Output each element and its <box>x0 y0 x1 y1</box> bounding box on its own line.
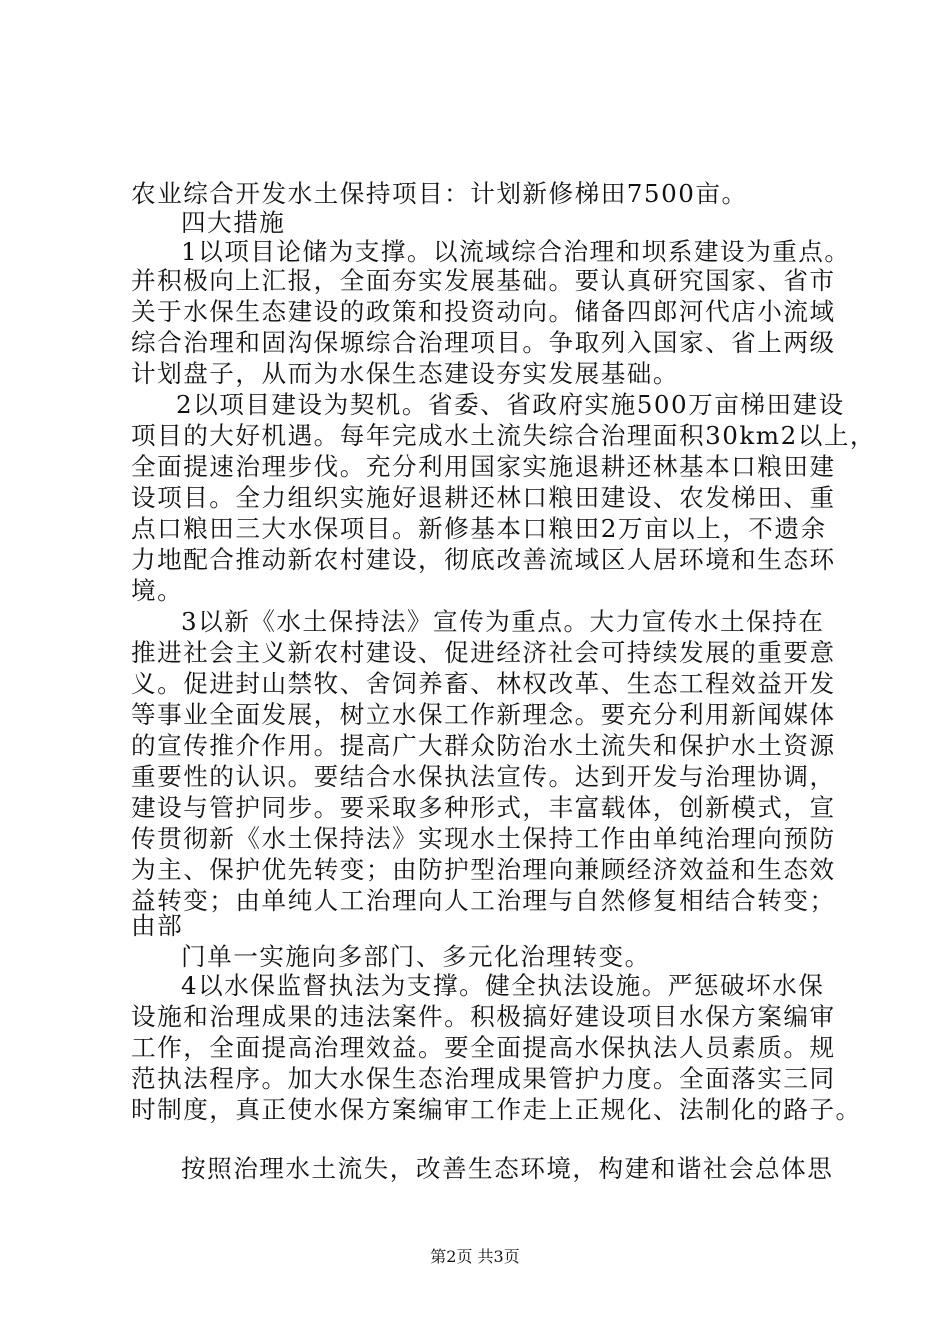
text-line: 为主、保护优先转变；由防护型治理向兼顾经济效益和生态效 <box>131 855 836 884</box>
text-line: 重要性的认识。要结合水保执法宣传。达到开发与治理协调， <box>131 762 836 791</box>
text-line: 时制度，真正使水保方案编审工作走上正规化、法制化的路子。 <box>131 1095 862 1124</box>
text-line: 点口粮田三大水保项目。新修基本口粮田2万亩以上，不遗余 <box>131 514 827 543</box>
text-line: 1以项目论储为支撑。以流域综合治理和坝系建设为重点。 <box>181 237 851 266</box>
text-line: 设施和治理成果的违法案件。积极搞好建设项目水保方案编审 <box>131 1002 836 1031</box>
text-line: 推进社会主义新农村建设、促进经济社会可持续发展的重要意 <box>131 638 836 667</box>
text-line: 工作，全面提高治理效益。要全面提高水保执法人员素质。规 <box>131 1033 836 1062</box>
text-line: 益转变；由单纯人工治理向人工治理与自然修复相结合转变； <box>131 886 836 915</box>
text-line: 等事业全面发展，树立水保工作新理念。要充分利用新闻媒体 <box>131 700 836 729</box>
text-line: 境。 <box>131 576 184 605</box>
page-number: 第2页 共3页 <box>430 1247 520 1266</box>
text-line: 设项目。全力组织实施好退耕还林口粮田建设、农发梯田、重 <box>131 483 836 512</box>
text-line: 传贯彻新《水土保持法》实现水土保持工作由单纯治理向预防 <box>131 824 836 853</box>
text-line: 全面提速治理步伐。充分利用国家实施退耕还林基本口粮田建 <box>131 452 836 481</box>
text-line: 计划盘子，从而为水保生态建设夯实发展基础。 <box>131 359 679 388</box>
text-line: 并积极向上汇报，全面夯实发展基础。要认真研究国家、省市 <box>131 266 836 295</box>
text-line: 由部 <box>131 911 184 940</box>
text-line: 3以新《水土保持法》宣传为重点。大力宣传水土保持在 <box>181 607 825 636</box>
text-line: 按照治理水土流失，改善生态环境，构建和谐社会总体思 <box>181 1154 834 1183</box>
text-line: 项目的大好机遇。每年完成水土流失综合治理面积30km2以上， <box>131 421 877 450</box>
text-line: 力地配合推动新农村建设，彻底改善流域区人居环境和生态环 <box>131 545 836 574</box>
text-line: 2以项目建设为契机。省委、省政府实施500万亩梯田建设 <box>176 390 845 419</box>
text-line: 综合治理和固沟保塬综合治理项目。争取列入国家、省上两级 <box>131 328 836 357</box>
text-line: 的宣传推介作用。提高广大群众防治水土流失和保护水土资源 <box>131 731 836 760</box>
text-line: 关于水保生态建设的政策和投资动向。储备四郎河代店小流域 <box>131 297 836 326</box>
text-line: 义。促进封山禁牧、舍饲养畜、林权改革、生态工程效益开发 <box>131 669 836 698</box>
text-line: 门单一实施向多部门、多元化治理转变。 <box>181 942 651 971</box>
text-line: 农业综合开发水土保持项目：计划新修梯田7500亩。 <box>131 179 748 208</box>
text-line: 建设与管护同步。要采取多种形式，丰富载体，创新模式，宣 <box>131 793 836 822</box>
text-line: 4以水保监督执法为支撑。健全执法设施。严惩破坏水保 <box>181 971 825 1000</box>
text-line: 范执法程序。加大水保生态治理成果管护力度。全面落实三同 <box>131 1064 836 1093</box>
section-heading: 四大措施 <box>181 208 286 237</box>
